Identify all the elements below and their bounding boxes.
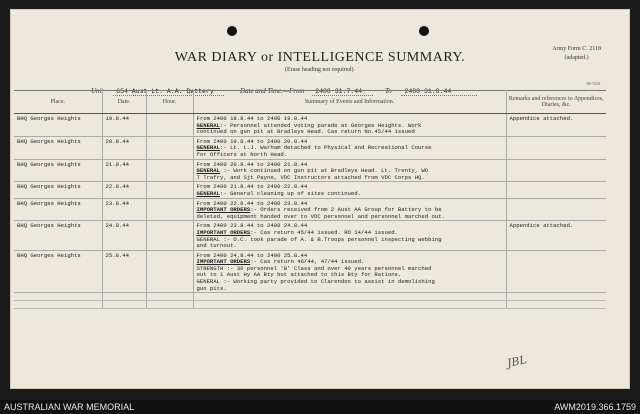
entry-date: 24.8.44 [102, 221, 146, 250]
entry-summary-line: out to 1 Aust Hy AA Bty but attached to this Bty for Rations. [196, 271, 402, 279]
entry-summary [193, 159, 506, 182]
entry-hour [146, 250, 193, 293]
entry-date: 25.8.44 [102, 250, 146, 293]
footer-credit: AUSTRALIAN WAR MEMORIAL [4, 402, 135, 412]
entry-remarks: Appendice attached. [506, 114, 606, 137]
diary-table [14, 90, 606, 309]
header-date: Date. [102, 91, 146, 114]
entry-text: :- Lt. L.J. Warham detached to Physical and Recreational Course [220, 144, 432, 152]
entry-text: :- Orders received from 2 Aust AA Group for Battery to be [250, 206, 442, 214]
entry-period: From 2400 21.8.44 to 2400 22.8.44 [196, 183, 308, 191]
entry-heading: GENERAL [196, 121, 220, 129]
to-value: 2400 31.8.44 [401, 88, 477, 96]
to-label: To [384, 87, 392, 95]
unit-label: Unit [91, 87, 104, 95]
table-row [14, 114, 606, 137]
blank-cell [193, 293, 506, 301]
entry-remarks [506, 159, 606, 182]
header-place: Place. [14, 91, 102, 114]
blank-cell [102, 293, 146, 301]
blank-cell [14, 301, 102, 309]
entry-summary-line: T Trafry, and Sjt Payne, VDC Instructors attached from VDC Corps HQ. [196, 173, 425, 181]
entry-summary [193, 221, 506, 250]
header-hour: Hour. [146, 91, 193, 114]
table-row [14, 182, 606, 198]
date-time-label: Date and Time.—From [239, 87, 305, 95]
from-value: 2400 31.7.44 [312, 88, 373, 96]
blank-cell [146, 301, 193, 309]
entry-period: From 2400 19.8.44 to 2400 20.8.44 [196, 137, 308, 145]
entry-date: 20.8.44 [102, 136, 146, 159]
entry-period: From 2400 24.8.44 to 2400 25.8.44 [196, 251, 308, 259]
entry-remarks [506, 136, 606, 159]
entry-summary [193, 136, 506, 159]
header-summary: Summary of Events and Information. [193, 91, 506, 114]
table-header-row [14, 91, 606, 114]
entry-heading: IMPORTANT ORDERS [196, 206, 251, 214]
header-remarks: Remarks and references to Appendices, Diaries, &c. [506, 91, 606, 114]
entry-summary-line: GENERAL :- Working party provided to Clarendon to assist in demolishing [196, 278, 435, 286]
entry-place: BHQ Georges Heights [14, 198, 102, 221]
entry-hour [146, 221, 193, 250]
page-title: WAR DIARY or INTELLIGENCE SUMMARY. [174, 50, 466, 65]
entry-period: From 2400 22.8.44 to 2400 23.8.44 [196, 199, 308, 207]
entry-date: 19.8.44 [102, 114, 146, 137]
entry-place: BHQ Georges Heights [14, 114, 102, 137]
entry-place: BHQ Georges Heights [14, 136, 102, 159]
blank-cell [506, 301, 606, 309]
entry-remarks: Appendice attached. [506, 221, 606, 250]
table-row [14, 250, 606, 293]
entry-period: From 2400 23.8.44 to 2400 24.8.44 [196, 222, 308, 230]
form-number: Army Form C. 2118 [552, 46, 601, 52]
blank-cell [14, 293, 102, 301]
entry-heading: IMPORTANT ORDERS [196, 258, 251, 266]
entry-heading: GENERAL [196, 189, 220, 197]
page-subtitle: (Erase heading not required). [285, 67, 355, 73]
unit-value: 654 Aust Lt. A.A. Battery [113, 88, 224, 96]
blank-cell [193, 301, 506, 309]
entry-place: BHQ Georges Heights [14, 250, 102, 293]
entry-summary-line [197, 191, 504, 198]
table-row [14, 221, 606, 250]
entry-place: BHQ Georges Heights [14, 159, 102, 182]
entry-hour [146, 182, 193, 198]
entry-hour [146, 136, 193, 159]
entry-summary-line: for Officers at North Head. [196, 150, 288, 158]
entry-text: :- General cleaning up of sites continued. [220, 189, 361, 197]
blank-row [14, 301, 606, 309]
table-row [14, 159, 606, 182]
entry-text: :- Work continued on gun pit at Bradleys Head. Lt. Trenty, WO [220, 167, 429, 175]
punch-hole [419, 26, 429, 36]
entry-period: From 2400 18.8.44 to 2400 19.8.44 [196, 115, 308, 122]
blank-cell [102, 301, 146, 309]
entry-heading: GENERAL [196, 167, 220, 175]
punch-hole [227, 26, 237, 36]
table-row [14, 198, 606, 221]
entry-summary [193, 198, 506, 221]
entry-summary-line: deleted, equipment handed over to VDC personnel and personnel marched out. [196, 212, 445, 220]
diary-entries [14, 114, 606, 309]
entry-summary [193, 250, 506, 293]
entry-hour [146, 198, 193, 221]
blank-row [14, 293, 606, 301]
blank-cell [506, 293, 606, 301]
entry-summary-line: and turnout. [196, 242, 237, 250]
form-note: (adapted.) [564, 55, 589, 61]
entry-text: :- Personnel attended voting parade at Georges Heights. Work [220, 121, 422, 129]
initials-signature: JBL [505, 353, 528, 370]
print-code: 86-7410. [586, 81, 601, 86]
entry-summary-line: GENERAL :- O.C. took parade of A. & B.Troops personnel inspecting webbing [196, 235, 442, 243]
entry-period: From 2400 20.8.44 to 2400 21.8.44 [196, 160, 308, 168]
entry-summary [193, 114, 506, 137]
entry-text: :- Cas return 46/44, 47/44 issued. [250, 258, 365, 266]
entry-remarks [506, 250, 606, 293]
entry-summary-line: gun pits. [196, 284, 227, 292]
entry-place: BHQ Georges Heights [14, 221, 102, 250]
entry-summary [193, 182, 506, 198]
entry-date: 22.8.44 [102, 182, 146, 198]
entry-summary-line: STRENGTH :- 36 personnel 'B' Class and over 40 years personnel marched [196, 264, 432, 272]
entry-date: 21.8.44 [102, 159, 146, 182]
entry-remarks [506, 182, 606, 198]
entry-text: :- Cas return 45/44 issued. RO 14/44 issued. [250, 228, 398, 236]
form-identifier [552, 45, 601, 63]
entry-hour [146, 114, 193, 137]
entry-heading: GENERAL [196, 144, 220, 152]
table-row [14, 136, 606, 159]
footer-accession-number: AWM2019.366.1759 [554, 402, 636, 412]
entry-place: BHQ Georges Heights [14, 182, 102, 198]
entry-summary-line: continued on gun pit at Bradleys Head. Cas return No.45/44 issued [196, 128, 415, 136]
blank-cell [146, 293, 193, 301]
entry-hour [146, 159, 193, 182]
entry-heading: IMPORTANT ORDERS [196, 228, 251, 236]
entry-remarks [506, 198, 606, 221]
entry-date: 23.8.44 [102, 198, 146, 221]
